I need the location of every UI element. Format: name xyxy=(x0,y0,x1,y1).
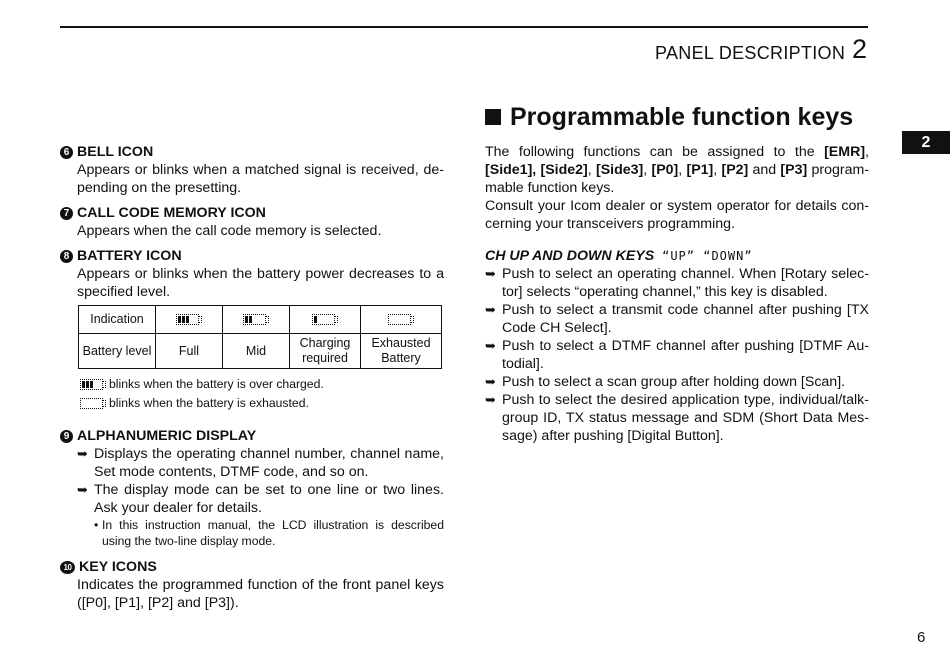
bell-icon-section xyxy=(60,143,444,197)
header-rule xyxy=(60,26,868,28)
right-column xyxy=(485,101,869,445)
item-number-badge: 9 xyxy=(60,430,73,443)
sub-note: • In this instruction manual, the LCD illustration is described using the two-line display mode. xyxy=(94,518,444,548)
alphanumeric-display-section xyxy=(60,427,444,549)
consult-paragraph: Consult your Icom dealer or system operator for details con-cerning your transceivers programming. xyxy=(485,198,869,232)
item-number-badge: 7 xyxy=(60,207,73,220)
section-title: PANEL DESCRIPTION xyxy=(655,43,846,63)
arrow-bullet-icon: ➥ xyxy=(485,302,496,317)
section-heading: CALL CODE MEMORY ICON xyxy=(77,205,266,221)
table-header-cell: Indication xyxy=(79,306,156,334)
battery-table xyxy=(78,305,442,369)
table-header-cell: Battery level xyxy=(79,334,156,369)
battery-note-overcharged xyxy=(80,375,444,394)
arrow-bullet-icon: ➥ xyxy=(485,266,496,281)
ch-keys-heading: CH UP AND DOWN KEYS “UP” “DOWN” xyxy=(485,248,753,264)
arrow-bullet-icon: ➥ xyxy=(485,338,496,353)
section-body: Indicates the programmed function of the front panel keys ([P0], [P1], [P2] and [P3]). xyxy=(77,577,444,611)
section-body: Appears when the call code memory is selected. xyxy=(77,223,382,239)
chapter-number: 2 xyxy=(852,34,868,64)
item-number-badge: 10 xyxy=(60,561,75,574)
arrow-bullet-icon: ➥ xyxy=(485,392,496,407)
battery-full-cell xyxy=(156,306,223,334)
arrow-bullet-icon: ➥ xyxy=(77,446,88,461)
list-item: ➥ Push to select a scan group after holding down [Scan]. xyxy=(485,374,846,390)
section-body: Appears or blinks when the battery power decreases to a specified level. xyxy=(77,266,444,300)
section-heading: BATTERY ICON xyxy=(77,248,182,264)
item-number-badge: 8 xyxy=(60,250,73,263)
bullet-dot-icon: • xyxy=(94,518,99,532)
battery-full-icon xyxy=(176,314,202,325)
list-item: ➥ Push to select an operating channel. When [Rotary selec-tor] selects “operating channel,” this key is disabled. xyxy=(485,266,869,300)
left-column xyxy=(60,143,444,619)
battery-empty-icon xyxy=(80,398,106,409)
intro-paragraph: The following functions can be assigned to the [EMR], [Side1], [Side2], [Side3], [P0], [P1], [P2] and [P3] program-mable function keys. xyxy=(485,144,870,196)
list-item: ➥ Push to select a DTMF channel after pushing [DTMF Au-todial]. xyxy=(485,338,869,372)
note-text: blinks when the battery is exhausted. xyxy=(109,396,309,410)
list-item: ➥ Push to select the desired application type, individual/talk-group ID, TX status message and SDM (Short Data Mes-sage) after pushing [Digital Button]. xyxy=(485,392,869,444)
battery-mid-icon xyxy=(243,314,269,325)
battery-mid-cell xyxy=(223,306,290,334)
battery-empty-icon xyxy=(388,314,414,325)
battery-low-icon xyxy=(312,314,338,325)
arrow-bullet-icon: ➥ xyxy=(485,374,496,389)
table-cell: Exhausted Battery xyxy=(361,334,442,369)
battery-low-cell xyxy=(290,306,361,334)
key-icons-section xyxy=(60,558,444,612)
note-text: blinks when the battery is over charged. xyxy=(109,377,324,391)
battery-full-icon xyxy=(80,379,106,390)
list-item: ➥ Displays the operating channel number, channel name, Set mode contents, DTMF code, and so on. xyxy=(77,446,444,480)
chapter-tab: 2 xyxy=(902,131,950,154)
square-bullet-icon xyxy=(485,109,501,125)
list-item: ➥ Push to select a transmit code channel after pushing [TX Code CH Select]. xyxy=(485,302,869,336)
call-code-section xyxy=(60,204,444,240)
battery-icon-section xyxy=(60,247,444,413)
list-item: ➥ The display mode can be set to one line or two lines. Ask your dealer for details. xyxy=(77,482,444,516)
battery-note-exhausted xyxy=(80,394,444,413)
section-heading: KEY ICONS xyxy=(79,559,157,575)
section-heading: ALPHANUMERIC DISPLAY xyxy=(77,428,257,444)
table-cell: Charging required xyxy=(290,334,361,369)
table-cell: Mid xyxy=(223,334,290,369)
arrow-bullet-icon: ➥ xyxy=(77,482,88,497)
item-number-badge: 6 xyxy=(60,146,73,159)
lcd-label: “UP” “DOWN” xyxy=(662,249,753,263)
section-heading: BELL ICON xyxy=(77,144,154,160)
battery-empty-cell xyxy=(361,306,442,334)
section-body: Appears or blinks when a matched signal is received, de-pending on the presetting. xyxy=(77,162,444,196)
page-number: 6 xyxy=(917,629,926,646)
table-cell: Full xyxy=(156,334,223,369)
page-title: Programmable function keys xyxy=(485,101,869,133)
